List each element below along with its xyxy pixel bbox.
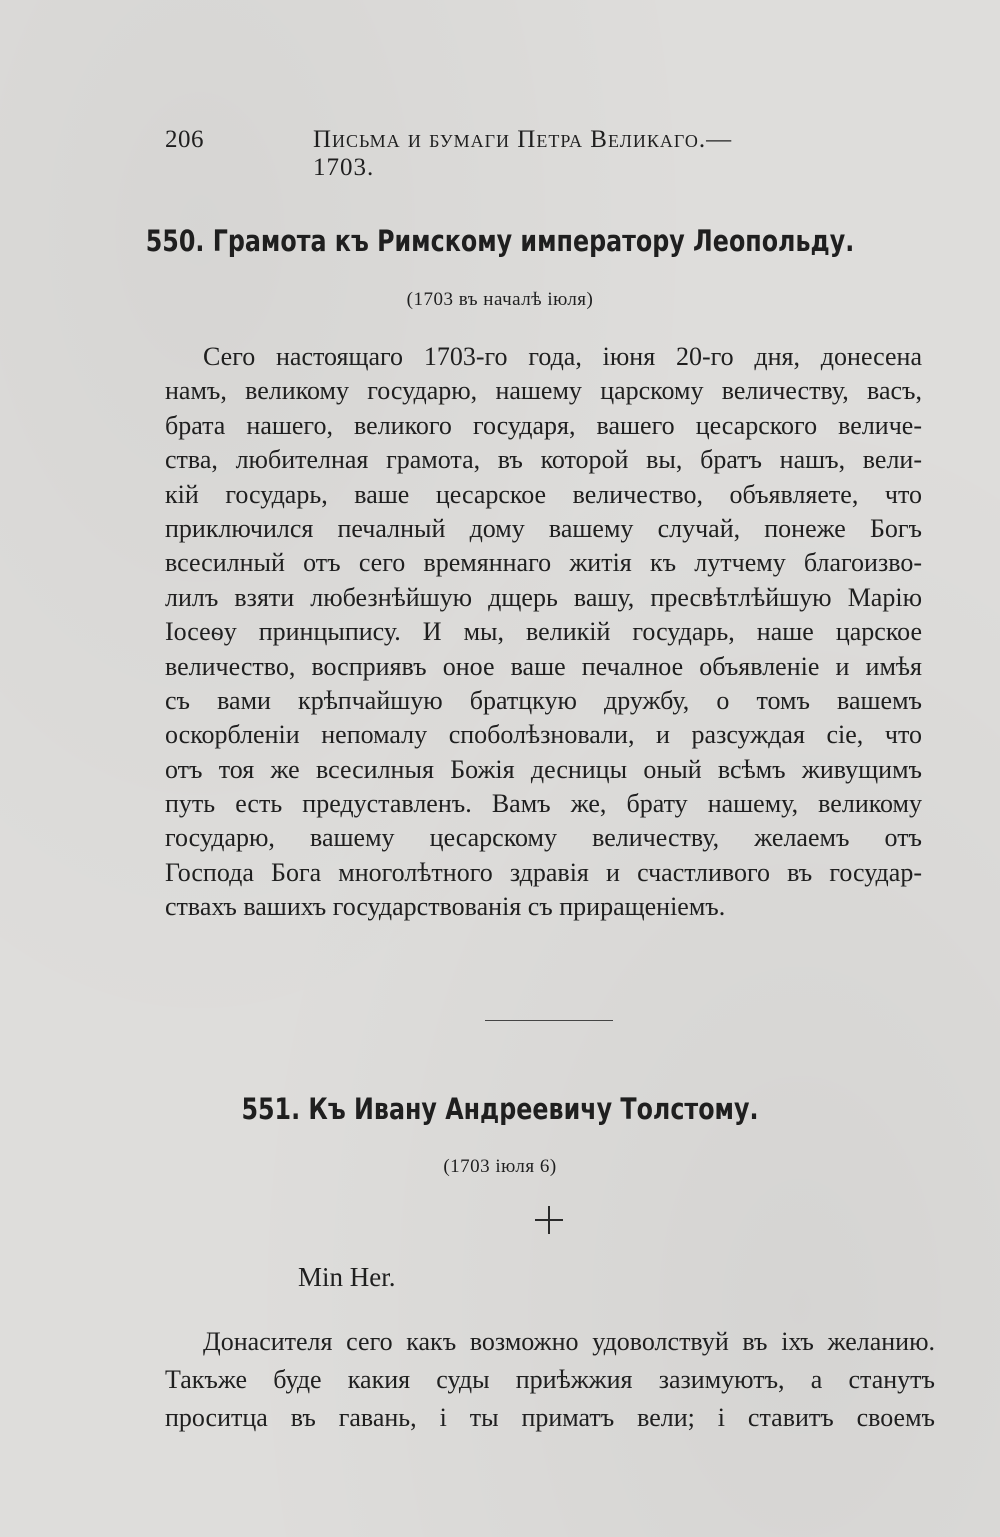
body-line: кій государь, ваше цесарское величество, объявляете, что	[165, 479, 922, 509]
body-line: Такъже буде какия суды приѣжжия зазимуютъ, а станутъ	[165, 1365, 935, 1394]
body-line: Господа Бога многолѣтного здравія и счастливого въ государ-	[165, 857, 922, 887]
body-line: оскорбленіи непомалу споболѣзновали, и разсуждая сіе, что	[165, 720, 922, 750]
body-line: путь есть предуставленъ. Вамъ же, брату нашему, великому	[165, 789, 922, 819]
document-551-body	[165, 1323, 935, 1437]
body-line: величество, восприявъ оное ваше печалное объявленіе и имѣя	[165, 651, 922, 681]
document-550-body	[165, 340, 922, 925]
body-line: Іосеѳу принцыпису. И мы, великій государь, наше царское	[165, 617, 922, 647]
document-550-title: 550. Грамота къ Римскому императору Леопольду.	[145, 224, 855, 258]
body-line: брата нашего, великого государя, вашего цесарского величе-	[165, 410, 922, 440]
document-551-date: (1703 іюля 6)	[443, 1156, 557, 1177]
body-line: лилъ взяти любезнѣйшую дщерь вашу, пресвѣтлѣйшую Марію	[165, 582, 922, 612]
document-550-date: (1703 въ началѣ іюля)	[406, 289, 594, 310]
body-line: приключился печалный дому вашему случай, понеже Богъ	[165, 513, 922, 543]
page-header	[165, 126, 780, 181]
page-number: 206	[165, 126, 204, 153]
body-line: проситца въ гавань, і ты приматъ вели; і ставитъ своемъ	[165, 1403, 935, 1432]
body-line: Донасителя сего какъ возможно удоволствуй въ іхъ желанию.	[203, 1327, 935, 1356]
section-divider	[485, 1020, 613, 1021]
body-line: ствахъ вашихъ государствованія съ приращеніемъ.	[165, 892, 726, 922]
body-line: всесилный отъ сего времяннаго житія къ лутчему благоизво-	[165, 548, 922, 578]
letter-salutation: Min Her.	[298, 1262, 396, 1292]
body-line: государю, вашему цесарскому величеству, желаемъ отъ	[165, 823, 922, 853]
body-line: намъ, великому государю, нашему царскому величеству, васъ,	[165, 376, 922, 406]
document-551-title: 551. Къ Ивану Андреевичу Толстому.	[241, 1092, 759, 1126]
body-line: ства, любителная грамота, въ которой вы, братъ нашъ, вели-	[165, 445, 922, 475]
cross-icon	[535, 1206, 563, 1234]
body-line: Сего настоящаго 1703-го года, іюня 20-го дня, донесена	[203, 342, 922, 371]
body-line: отъ тоя же всесилныя Божія десницы оный всѣмъ живущимъ	[165, 754, 922, 784]
body-line: съ вами крѣпчайшую братцкую дружбу, о томъ вашемъ	[165, 685, 922, 715]
running-title: Письма и бумаги Петра Великаго.—1703.	[313, 126, 733, 181]
